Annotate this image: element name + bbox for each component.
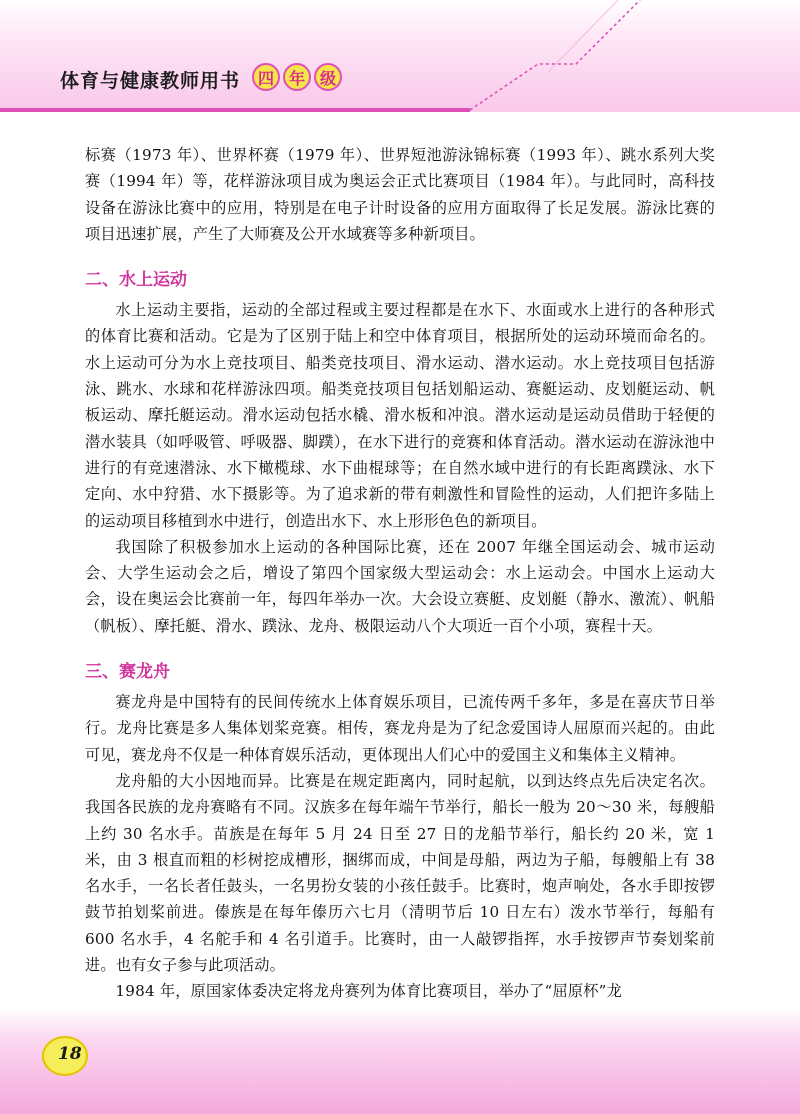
grade-badge-2: 年 xyxy=(283,63,311,91)
footer-band xyxy=(0,1008,800,1114)
header-divider xyxy=(0,108,470,112)
header-dashed-line xyxy=(470,0,640,110)
section-heading-dragon-boat: 三、赛龙舟 xyxy=(85,662,170,683)
page-number: 18 xyxy=(58,1044,82,1064)
paragraph-dragon-boat-intro: 赛龙舟是中国特有的民间传统水上体育娱乐项目，已流传两千多年，多是在喜庆节日举行。龙舟比赛是多人集体划桨竞赛。相传，赛龙舟是为了纪念爱国诗人屈原而兴起的。由此可见，赛龙舟不仅是一种体育娱乐活动，更体现出人们心中的爱国主义和集体主义精神。 xyxy=(85,693,715,764)
grade-badges xyxy=(252,63,342,91)
grade-badge-1: 四 xyxy=(252,63,280,91)
section-heading-water-sports: 二、水上运动 xyxy=(85,270,187,291)
paragraph-dragon-boat-1984: 1984 年，原国家体委决定将龙舟赛列为体育比赛项目，举办了“屈原杯”龙 xyxy=(115,982,623,1001)
paragraph-dragon-boat-details: 龙舟船的大小因地而异。比赛是在规定距离内，同时起航，以到达终点先后决定名次。我国各民族的龙舟赛略有不同。汉族多在每年端午节举行，船长一般为 20～30 米，每艘船上约 30 名水手。苗族是在每年 5 月 24 日至 27 日的龙船节举行，船长约 20 米，宽 1 米，由 3 根直而粗的杉树挖成槽形，捆绑而成，中间是母船，两边为子船，每艘船上有 38 名水手，一名长者任鼓头，一名男扮女装的小孩任鼓手。比赛时，炮声响处，各水手即按锣鼓节拍划桨前进。傣族是在每年傣历六七月（清明节后 10 日左右）泼水节举行，每船有 600 名水手，4 名舵手和 4 名引道手。比赛时，由一人敲锣指挥，水手按锣声节奏划桨前进。也有女子参与此项活动。 xyxy=(85,771,715,975)
page-content xyxy=(85,142,715,1005)
paragraph-swimming-continued: 标赛（1973 年）、世界杯赛（1979 年）、世界短池游泳锦标赛（1993 年）、跳水系列大奖赛（1994 年）等，花样游泳项目成为奥运会正式比赛项目（1984 年）。与此同时，高科技设备在游泳比赛中的应用，特别是在电子计时设备的应用方面取得了长足发展。游泳比赛的项目迅速扩展，产生了大师赛及公开水域赛等多种新项目。 xyxy=(85,146,715,243)
paragraph-water-sports-definition: 水上运动主要指，运动的全部过程或主要过程都是在水下、水面或水上进行的各种形式的体育比赛和活动。它是为了区别于陆上和空中体育项目，根据所处的运动环境而命名的。水上运动可分为水上竞技项目、船类竞技项目、滑水运动、潜水运动。水上竞技项目包括游泳、跳水、水球和花样游泳四项。船类竞技项目包括划船运动、赛艇运动、皮划艇运动、帆板运动、摩托艇运动。滑水运动包括水橇、滑水板和冲浪。潜水运动是运动员借助于轻便的潜水装具（如呼吸管、呼吸器、脚蹼），在水下进行的竞赛和体育活动。潜水运动在游泳池中进行的有竞速潜泳、水下橄榄球、水下曲棍球等；在自然水域中进行的有长距离蹼泳、水下定向、水中狩猎、水下摄影等。为了追求新的带有刺激性和冒险性的运动，人们把许多陆上的运动项目移植到水中进行，创造出水下、水上形形色色的新项目。 xyxy=(85,301,715,530)
header-thin-line xyxy=(548,0,618,72)
header-decoration xyxy=(0,0,800,112)
book-title: 体育与健康教师用书 xyxy=(60,70,241,92)
paragraph-water-sports-china: 我国除了积极参加水上运动的各种国际比赛，还在 2007 年继全国运动会、城市运动会、大学生运动会之后，增设了第四个国家级大型运动会：水上运动会。中国水上运动大会，设在奥运会比赛前一年，每四年举办一次。大会设立赛艇、皮划艇（静水、激流）、帆船（帆板）、摩托艇、滑水、蹼泳、龙舟、极限运动八个大项近一百个小项，赛程十天。 xyxy=(85,537,715,635)
grade-badge-3: 级 xyxy=(314,63,342,91)
